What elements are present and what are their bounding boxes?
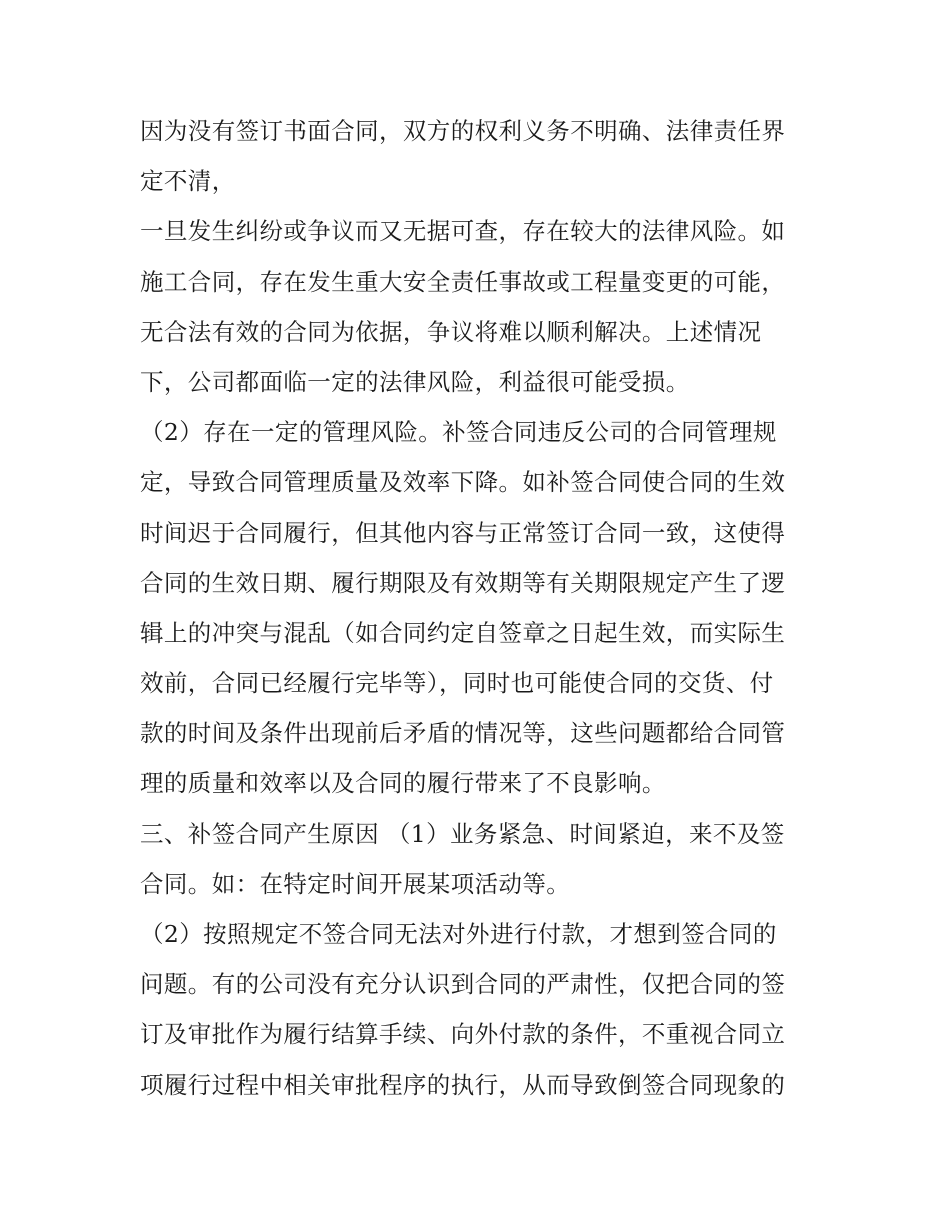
document-body <box>140 106 820 1110</box>
text-line: 施工合同，存在发生重大安全责任事故或工程量变更的可能， <box>140 267 786 296</box>
text-line: 因为没有签订书面合同，双方的权利义务不明确、法律责任界 <box>140 117 786 145</box>
text-line: 下，公司都面临一定的法律风险，利益很可能受损。 <box>140 367 690 396</box>
text-line: 合同。如：在特定时间开展某项活动等。 <box>140 869 571 898</box>
text-line: （2）按照规定不签合同无法对外进行付款，才想到签合同的 <box>140 920 777 948</box>
text-line: 时间迟于合同履行，但其他内容与正常签订合同一致，这使得 <box>140 518 786 547</box>
text-line: 订及审批作为履行结算手续、向外付款的条件，不重视合同立 <box>140 1020 786 1049</box>
text-line: 效前，合同已经履行完毕等），同时也可能使合同的交货、付 <box>140 669 774 698</box>
text-line: 辑上的冲突与混乱（如合同约定自签章之日起生效，而实际生 <box>140 618 786 647</box>
text-line: 问题。有的公司没有充分认识到合同的严肃性，仅把合同的签 <box>140 970 786 999</box>
text-line: 三、补签合同产生原因 （1）业务紧急、时间紧迫，来不及签 <box>140 819 785 848</box>
text-line: 项履行过程中相关审批程序的执行，从而导致倒签合同现象的 <box>140 1070 786 1099</box>
text-line: 定不清， <box>140 167 236 196</box>
text-line: （2）存在一定的管理风险。补签合同违反公司的合同管理规 <box>140 418 777 447</box>
text-line: 款的时间及条件出现前后矛盾的情况等，这些问题都给合同管 <box>140 719 786 748</box>
text-line: 合同的生效日期、履行期限及有效期等有关期限规定产生了逻 <box>140 568 786 597</box>
text-line: 一旦发生纠纷或争议而又无据可查，存在较大的法律风险。如 <box>140 217 786 246</box>
text-line: 理的质量和效率以及合同的履行带来了不良影响。 <box>140 769 666 798</box>
text-line: 定，导致合同管理质量及效率下降。如补签合同使合同的生效 <box>140 468 786 497</box>
text-line: 无合法有效的合同为依据，争议将难以顺利解决。上述情况 <box>140 317 762 346</box>
